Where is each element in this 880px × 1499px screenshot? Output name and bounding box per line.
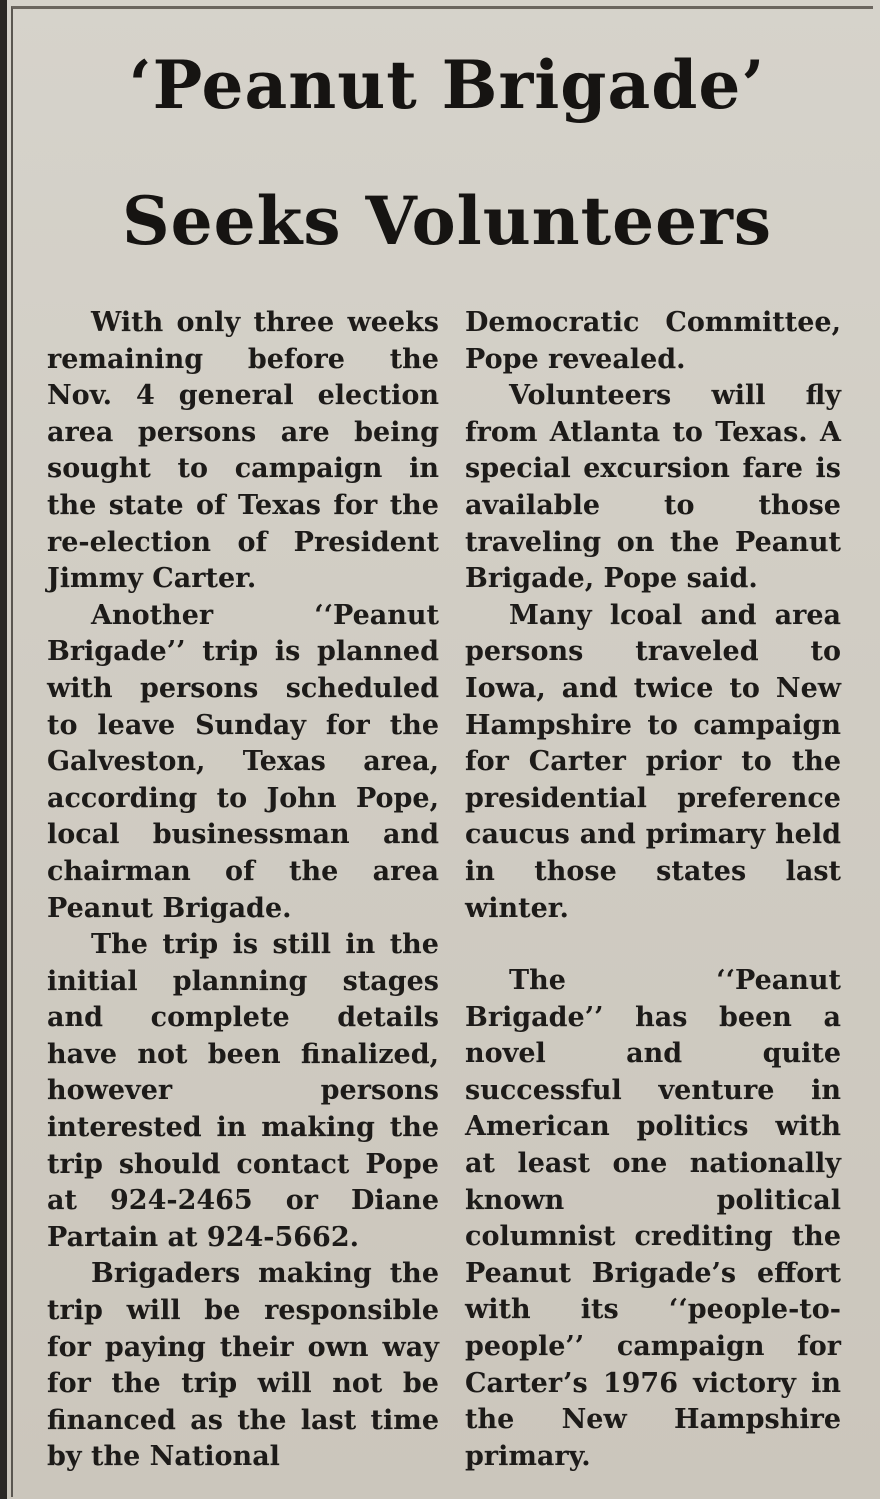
headline-line-2: Seeks Volunteers — [121, 182, 773, 260]
article-column-right — [465, 305, 841, 1475]
article-paragraph: Volunteers will fly from Atlanta to Texas. A special excursion fare is available to those traveling on the Peanut Brigade, Pope said. — [465, 380, 841, 595]
article-paragraph: The trip is still in the initial planning stages and complete details have not been finalized, however persons interested in making the trip should contact Pope at 924-2465 or Diane Partain at 924-5662. — [47, 929, 439, 1253]
article-paragraph: Another ‘‘Peanut Brigade’’ trip is planned with persons scheduled to leave Sunday for the Galveston, Texas area, according to John Pope, local businessman and chairman of the area Peanut Brigade. — [47, 599, 439, 924]
article-paragraph: With only three weeks remaining before the Nov. 4 general election area persons are being sought to campaign in the state of Texas for the re-election of President Jimmy Carter. — [47, 307, 439, 595]
paragraph-spacer — [465, 927, 841, 963]
article-paragraph: The ‘‘Peanut Brigade’’ has been a novel and quite successful venture in American politics with at least one nationally known political columnist crediting the Peanut Brigade’s effort with its ‘‘people-to-people’’ campaign for Carter’s 1976 victory in the New Hampshire primary. — [465, 965, 841, 1472]
article-paragraph: Many lcoal and area persons traveled to Iowa, and twice to New Hampshire to campaign for Carter prior to the presidential preference caucus and primary held in those states last winter. — [465, 599, 841, 924]
article-column-left — [47, 305, 439, 1476]
article-paragraph: Brigaders making the trip will be responsible for paying their own way for the trip will not be financed as the last time by the National — [47, 1258, 439, 1473]
article-paragraph: Democratic Committee, Pope revealed. — [465, 307, 841, 375]
headline-line-1: ‘Peanut Brigade’ — [128, 46, 766, 124]
